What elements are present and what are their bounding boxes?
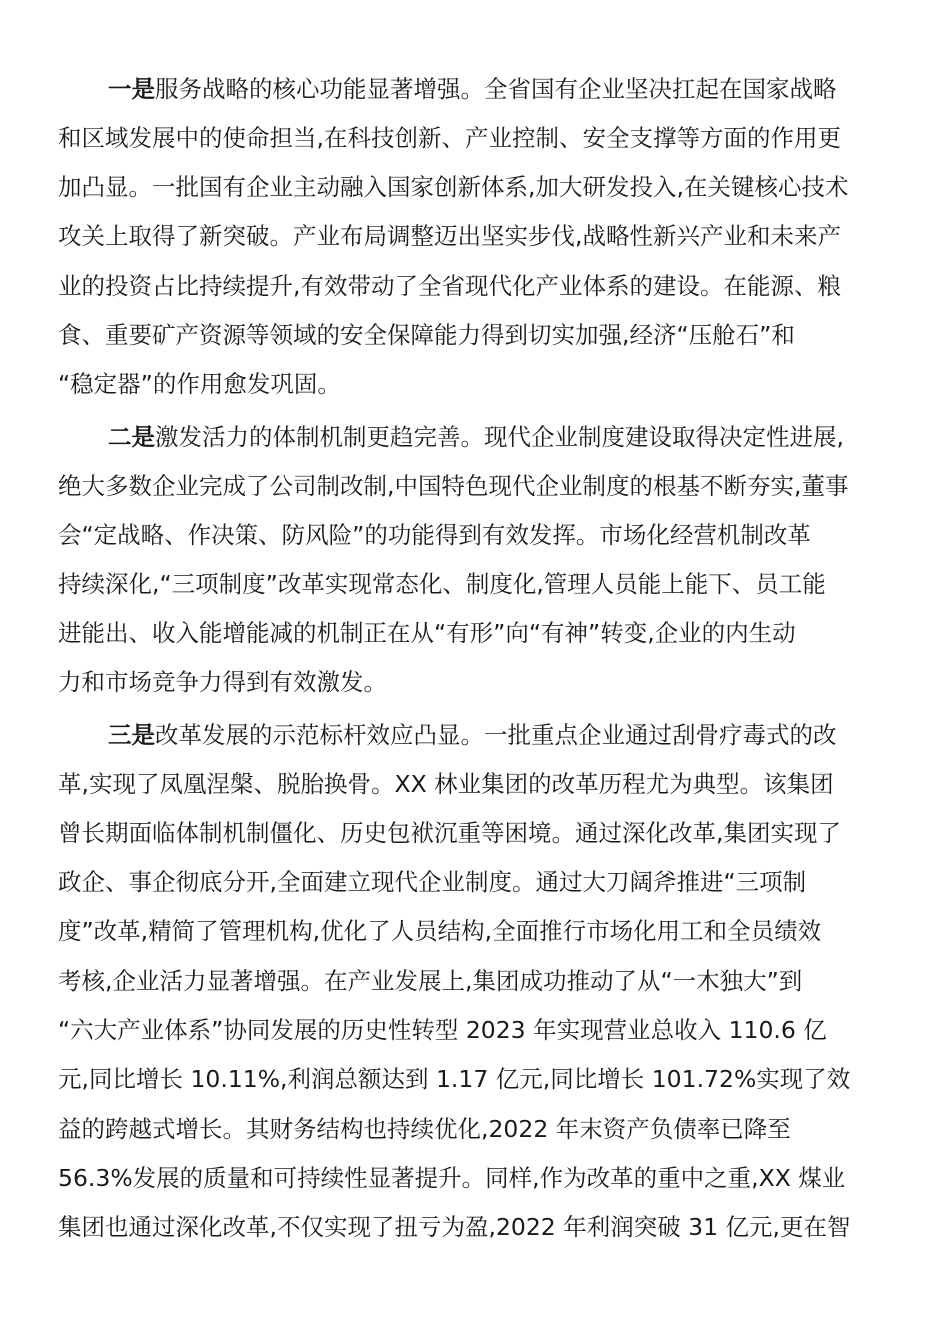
paragraph-2-line-3: 会“定战略、作决策、防风险”的功能得到有效发挥。市场化经营机制改革 <box>58 521 811 549</box>
paragraph-1-line-7: “稳定器”的作用愈发巩固。 <box>58 370 341 398</box>
paragraph-1-lead: 一是 <box>108 75 155 103</box>
paragraph-3-line-3: 曾长期面临体制机制僵化、历史包袱沉重等困境。通过深化改革,集团实现了 <box>58 819 841 847</box>
paragraph-3-line-2: 革,实现了凤凰涅槃、脱胎换骨。XX 林业集团的改革历程尤为典型。该集团 <box>58 770 834 798</box>
paragraph-3-lead: 三是 <box>108 721 155 749</box>
paragraph-2-line-1 <box>108 418 844 456</box>
paragraph-1-line-1 <box>108 70 837 108</box>
paragraph-2-lead: 二是 <box>108 423 155 451</box>
paragraph-3-line-10: 56.3%发展的质量和可持续性显著提升。同样,作为改革的重中之重,XX 煤业 <box>58 1164 846 1192</box>
paragraph-3-line-5: 度”改革,精简了管理机构,优化了人员结构,全面推行市场化用工和全员绩效 <box>58 917 822 945</box>
paragraph-2-line-5: 进能出、收入能增能减的机制正在从“有形”向“有神”转变,企业的内生动 <box>58 619 796 647</box>
paragraph-3-line-9: 益的跨越式增长。其财务结构也持续优化,2022 年末资产负债率已降至 <box>58 1115 791 1143</box>
paragraph-3-line-7: “六大产业体系”协同发展的历史性转型 2023 年实现营业总收入 110.6 亿 <box>58 1016 827 1044</box>
paragraph-1-line-2: 和区域发展中的使命担当,在科技创新、产业控制、安全支撑等方面的作用更 <box>58 124 841 152</box>
paragraph-3-line-1-text: 改革发展的示范标杆效应凸显。一批重点企业通过刮骨疗毒式的改 <box>155 721 837 749</box>
paragraph-1-line-6: 食、重要矿产资源等领域的安全保障能力得到切实加强,经济“压舱石”和 <box>58 321 795 349</box>
paragraph-3-line-1 <box>108 716 837 754</box>
paragraph-2-line-6: 力和市场竞争力得到有效激发。 <box>58 668 387 696</box>
paragraph-2-line-2: 绝大多数企业完成了公司制改制,中国特色现代企业制度的根基不断夯实,董事 <box>58 472 849 500</box>
paragraph-1-line-4: 攻关上取得了新突破。产业布局调整迈出坚实步伐,战略性新兴产业和未来产 <box>58 222 841 250</box>
paragraph-1-line-3: 加凸显。一批国有企业主动融入国家创新体系,加大研发投入,在关键核心技术 <box>58 173 849 201</box>
paragraph-3-line-4: 政企、事企彻底分开,全面建立现代企业制度。通过大刀阔斧推进“三项制 <box>58 868 807 896</box>
paragraph-2-line-4: 持续深化,“三项制度”改革实现常态化、制度化,管理人员能上能下、员工能 <box>58 570 826 598</box>
paragraph-1-line-1-text: 服务战略的核心功能显著增强。全省国有企业坚决扛起在国家战略 <box>155 75 837 103</box>
paragraph-3-line-6: 考核,企业活力显著增强。在产业发展上,集团成功推动了从“一木独大”到 <box>58 967 803 995</box>
paragraph-2-line-1-text: 激发活力的体制机制更趋完善。现代企业制度建设取得决定性进展, <box>155 423 844 451</box>
paragraph-1-line-5: 业的投资占比持续提升,有效带动了全省现代化产业体系的建设。在能源、粮 <box>58 272 841 300</box>
paragraph-3-line-11: 集团也通过深化改革,不仅实现了扭亏为盈,2022 年利润突破 31 亿元,更在智 <box>58 1213 851 1241</box>
paragraph-3-line-8: 元,同比增长 10.11%,利润总额达到 1.17 亿元,同比增长 101.72%实现了效 <box>58 1065 851 1093</box>
